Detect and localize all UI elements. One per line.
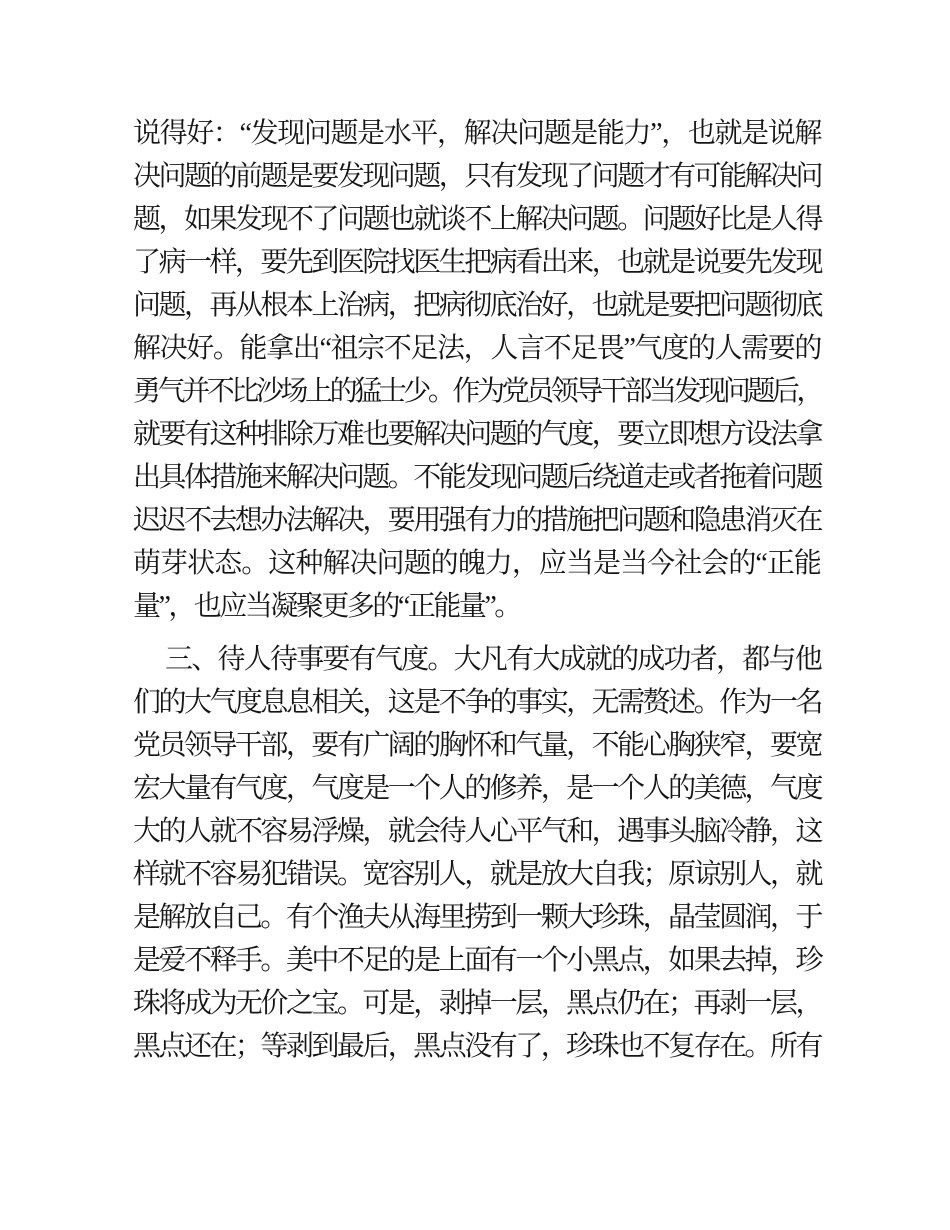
text-line-text: 大的人就不容易浮燥，就会待人心平气和，遇事头脑冷静，这 <box>133 816 821 847</box>
text-line <box>133 413 821 456</box>
text-line <box>133 638 821 681</box>
paragraph-section-three <box>133 638 821 1068</box>
text-line-text: 三、待人待事要有气度。大凡有大成就的成功者，都与他 <box>165 644 821 675</box>
text-line-text: 党员领导干部，要有广阔的胸怀和气量，不能心胸狭窄，要宽 <box>133 730 821 761</box>
text-line <box>133 198 821 241</box>
text-line-text: 是解放自己。有个渔夫从海里捞到一颗大珍珠，晶莹圆润，于 <box>133 902 821 933</box>
text-line <box>133 585 821 628</box>
text-line-text: 解决好。能拿出“祖宗不足法，人言不足畏”气度的人需要的 <box>133 333 821 364</box>
text-line-text: 决问题的前题是要发现问题，只有发现了问题才有可能解决问 <box>133 161 821 192</box>
text-line-text: 样就不容易犯错误。宽容别人，就是放大自我；原谅别人，就 <box>133 859 821 890</box>
document-text <box>133 112 821 1068</box>
text-line-text: 问题，再从根本上治病，把病彻底治好，也就是要把问题彻底 <box>133 290 821 321</box>
text-line-text: 迟迟不去想办法解决，要用强有力的措施把问题和隐患消灭在 <box>133 505 821 536</box>
text-line <box>133 724 821 767</box>
text-line <box>133 767 821 810</box>
text-line <box>133 1025 821 1068</box>
text-line <box>133 939 821 982</box>
text-line <box>133 810 821 853</box>
text-line <box>133 456 821 499</box>
text-line <box>133 681 821 724</box>
text-line-text: 萌芽状态。这种解决问题的魄力，应当是当今社会的“正能 <box>133 548 821 579</box>
text-line-text: 珠将成为无价之宝。可是，剥掉一层，黑点仍在；再剥一层， <box>133 988 821 1019</box>
text-line-text: 出具体措施来解决问题。不能发现问题后绕道走或者拖着问题 <box>133 462 821 493</box>
text-line <box>133 542 821 585</box>
paragraph-continuation <box>133 112 821 628</box>
text-line-text: 就要有这种排除万难也要解决问题的气度，要立即想方设法拿 <box>133 419 821 450</box>
text-line <box>133 896 821 939</box>
text-line <box>133 241 821 284</box>
text-line <box>133 284 821 327</box>
text-line <box>133 499 821 542</box>
text-line-text: 勇气并不比沙场上的猛士少。作为党员领导干部当发现问题后， <box>133 376 821 407</box>
text-line-text: 量”，也应当凝聚更多的“正能量”。 <box>133 591 520 622</box>
text-line <box>133 155 821 198</box>
text-line-text: 是爱不释手。美中不足的是上面有一个小黑点，如果去掉，珍 <box>133 945 821 976</box>
text-line-text: 宏大量有气度，气度是一个人的修养，是一个人的美德，气度 <box>133 773 821 804</box>
text-line-text: 题，如果发现不了问题也就谈不上解决问题。问题好比是人得 <box>133 204 821 235</box>
text-line-text: 黑点还在；等剥到最后，黑点没有了，珍珠也不复存在。所有 <box>133 1031 821 1062</box>
text-line <box>133 327 821 370</box>
text-line <box>133 982 821 1025</box>
text-line <box>133 853 821 896</box>
text-line <box>133 370 821 413</box>
text-line-text: 说得好：“发现问题是水平，解决问题是能力”，也就是说解 <box>133 118 821 149</box>
text-line-text: 了病一样，要先到医院找医生把病看出来，也就是说要先发现 <box>133 247 821 278</box>
text-line-text: 们的大气度息息相关，这是不争的事实，无需赘述。作为一名 <box>133 687 821 718</box>
text-line <box>133 112 821 155</box>
